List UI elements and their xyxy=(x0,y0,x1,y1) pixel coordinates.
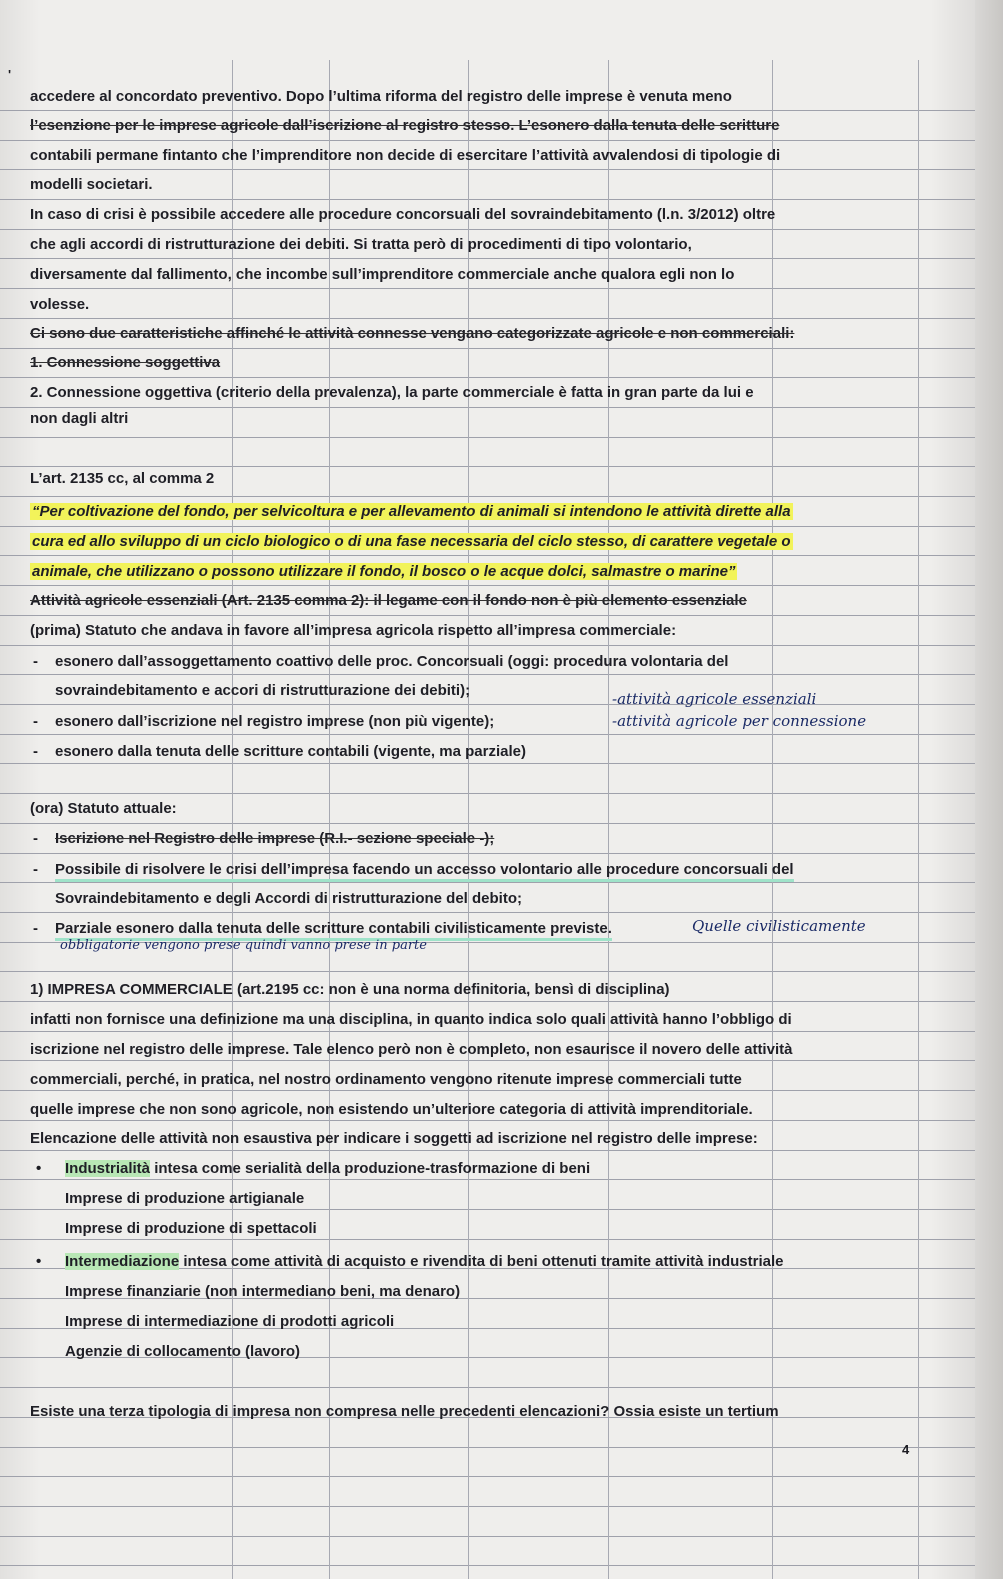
list-item xyxy=(65,1253,784,1271)
ruled-line xyxy=(0,318,985,319)
ruled-line xyxy=(0,437,985,438)
ruled-line xyxy=(0,704,985,705)
ruled-line xyxy=(0,912,985,913)
ruled-line xyxy=(0,110,985,111)
highlight: cura ed allo sviluppo di un ciclo biologico o di una fase necessaria del ciclo stesso, di carattere vegetale o xyxy=(32,533,791,550)
ruled-line xyxy=(0,466,985,467)
page-number: 4 xyxy=(902,1442,910,1457)
dash-bullet: - xyxy=(33,743,38,760)
grid-vline xyxy=(329,60,330,1579)
ruled-line xyxy=(0,496,985,497)
list-item: 2. Connessione oggettiva (criterio della prevalenza), la parte commerciale è fatta in gran parte da lui e xyxy=(30,384,754,401)
quote-line xyxy=(30,503,793,521)
list-item-text: intesa come attività di acquisto e rivendita di beni ottenuti tramite attività industriale xyxy=(183,1253,784,1270)
handwritten-note: Quelle civilisticamente xyxy=(692,917,866,935)
highlight: animale, che utilizzano o possono utilizzare il fondo, il bosco o le acque dolci, salmastre o marine” xyxy=(32,563,736,580)
sub-item: Imprese finanziarie (non intermediano beni, ma denaro) xyxy=(65,1283,461,1300)
list-item: Sovraindebitamento e degli Accordi di ristrutturazione del debito; xyxy=(55,890,522,907)
ruled-line xyxy=(0,199,985,200)
ruled-line xyxy=(0,763,985,764)
section-heading: 1) IMPRESA COMMERCIALE (art.2195 cc: non è una norma definitoria, bensì di disciplina) xyxy=(30,981,670,998)
margin-mark: ' xyxy=(8,67,12,82)
dash-bullet: - xyxy=(33,713,38,730)
list-item: esonero dalla tenuta delle scritture contabili (vigente, ma parziale) xyxy=(55,743,526,760)
ruled-line xyxy=(0,1090,985,1091)
ruled-line xyxy=(0,734,985,735)
ruled-line xyxy=(0,615,985,616)
ruled-line xyxy=(0,1060,985,1061)
ruled-line xyxy=(0,1150,985,1151)
list-item: esonero dall’iscrizione nel registro imprese (non più vigente); xyxy=(55,713,495,730)
text-line: iscrizione nel registro delle imprese. Tale elenco però non è completo, non esaurisce il novero delle attività xyxy=(30,1041,793,1058)
ruled-line xyxy=(0,853,985,854)
list-item: Parziale esonero dalla tenuta delle scritture contabili civilisticamente previste. xyxy=(55,920,612,941)
ruled-line xyxy=(0,1387,985,1388)
ruled-line xyxy=(0,407,985,408)
list-item xyxy=(65,1160,590,1178)
handwritten-note: obbligatorie vengono prese quindi vanno prese in parte xyxy=(60,938,427,953)
grid-vline xyxy=(608,60,609,1579)
ruled-line xyxy=(0,793,985,794)
highlight: Industrialità xyxy=(65,1160,151,1177)
text-line: modelli societari. xyxy=(30,176,153,193)
text-line: che agli accordi di ristrutturazione dei debiti. Si tratta però di procedimenti di tipo volontario, xyxy=(30,236,692,253)
dash-bullet: - xyxy=(33,861,38,878)
ruled-line xyxy=(0,1239,985,1240)
ruled-line xyxy=(0,823,985,824)
sub-item: Imprese di produzione di spettacoli xyxy=(65,1220,317,1237)
grid-vline xyxy=(468,60,469,1579)
ruled-line xyxy=(0,555,985,556)
text-line: l’esenzione per le imprese agricole dall’iscrizione al registro stesso. L’esonero dalla tenuta delle scritture xyxy=(30,117,780,134)
ruled-line xyxy=(0,971,985,972)
dot-bullet: • xyxy=(36,1160,42,1177)
ruled-line xyxy=(0,288,985,289)
text-line: quelle imprese che non sono agricole, non esistendo un’ulteriore categoria di attività imprenditoriale. xyxy=(30,1101,753,1118)
handwritten-note: -attività agricole per connessione xyxy=(612,712,867,730)
ruled-line xyxy=(0,348,985,349)
ruled-line xyxy=(0,526,985,527)
text-line: non dagli altri xyxy=(30,410,129,427)
highlight: Intermediazione xyxy=(65,1253,180,1270)
text-line: (ora) Statuto attuale: xyxy=(30,800,177,817)
dash-bullet: - xyxy=(33,653,38,670)
text-line: Ci sono due caratteristiche affinché le attività connesse vengano categorizzate agricole e non commerciali: xyxy=(30,325,795,342)
ruled-line xyxy=(0,229,985,230)
text-line: diversamente dal fallimento, che incombe sull’imprenditore commerciale anche qualora egli non lo xyxy=(30,266,735,283)
ruled-line xyxy=(0,585,985,586)
list-item: Iscrizione nel Registro delle imprese (R.I.- sezione speciale -); xyxy=(55,830,495,847)
ruled-line xyxy=(0,1476,985,1477)
ruled-line xyxy=(0,1447,985,1448)
dash-bullet: - xyxy=(33,830,38,847)
text-line: Esiste una terza tipologia di impresa non compresa nelle precedenti elencazioni? Ossia esiste un tertium xyxy=(30,1403,779,1420)
sub-item: Imprese di intermediazione di prodotti agricoli xyxy=(65,1313,395,1330)
ruled-line xyxy=(0,258,985,259)
dash-bullet: - xyxy=(33,920,38,937)
sub-item: Agenzie di collocamento (lavoro) xyxy=(65,1343,301,1360)
ruled-line xyxy=(0,1031,985,1032)
ruled-line xyxy=(0,169,985,170)
text-line: accedere al concordato preventivo. Dopo l’ultima riforma del registro delle imprese è venuta meno xyxy=(30,88,732,105)
ruled-line xyxy=(0,1179,985,1180)
quote-line xyxy=(30,533,793,551)
ruled-line xyxy=(0,1565,985,1566)
text-line: contabili permane fintanto che l’imprenditore non decide di esercitare l’attività avvalendosi di tipologie di xyxy=(30,147,781,164)
ruled-line xyxy=(0,377,985,378)
text-line: Attività agricole essenziali (Art. 2135 comma 2): il legame con il fondo non è più elemento essenziale xyxy=(30,592,747,609)
ruled-line xyxy=(0,645,985,646)
list-item-text: intesa come serialità della produzione-trasformazione di beni xyxy=(154,1160,591,1177)
text-line: infatti non fornisce una definizione ma una disciplina, in quanto indica solo quali attività hanno l’obbligo di xyxy=(30,1011,792,1028)
highlight: “Per coltivazione del fondo, per selvicoltura e per allevamento di animali si intendono le attività dirette alla xyxy=(32,503,791,520)
text-line: In caso di crisi è possibile accedere alle procedure concorsuali del sovraindebitamento (l.n. 3/2012) oltre xyxy=(30,206,776,223)
list-item: sovraindebitamento e accori di ristrutturazione dei debiti); xyxy=(55,682,471,699)
ruled-line xyxy=(0,1536,985,1537)
ruled-line xyxy=(0,1120,985,1121)
text-line: volesse. xyxy=(30,296,90,313)
page-edge xyxy=(975,0,1003,1579)
text-line: Elencazione delle attività non esaustiva per indicare i soggetti ad iscrizione nel registro delle imprese: xyxy=(30,1130,758,1147)
ruled-line xyxy=(0,882,985,883)
list-item: esonero dall’assoggettamento coattivo delle proc. Concorsuali (oggi: procedura volontaria del xyxy=(55,653,729,670)
list-item: 1. Connessione soggettiva xyxy=(30,354,221,371)
section-heading: L’art. 2135 cc, al comma 2 xyxy=(30,470,215,487)
sub-item: Imprese di produzione artigianale xyxy=(65,1190,305,1207)
ruled-line xyxy=(0,1001,985,1002)
ruled-line xyxy=(0,140,985,141)
list-item: Possibile di risolvere le crisi dell’impresa facendo un accesso volontario alle procedure concorsuali del xyxy=(55,861,794,882)
ruled-line xyxy=(0,674,985,675)
handwritten-note: -attività agricole essenziali xyxy=(612,690,817,708)
grid-vline xyxy=(772,60,773,1579)
quote-line xyxy=(30,563,737,581)
text-line: commerciali, perché, in pratica, nel nostro ordinamento vengono ritenute imprese commerciali tutte xyxy=(30,1071,742,1088)
text-line: (prima) Statuto che andava in favore all’impresa agricola rispetto all’impresa commerciale: xyxy=(30,622,677,639)
dot-bullet: • xyxy=(36,1253,42,1270)
ruled-line xyxy=(0,1209,985,1210)
grid-vline xyxy=(918,60,919,1579)
ruled-line xyxy=(0,1506,985,1507)
